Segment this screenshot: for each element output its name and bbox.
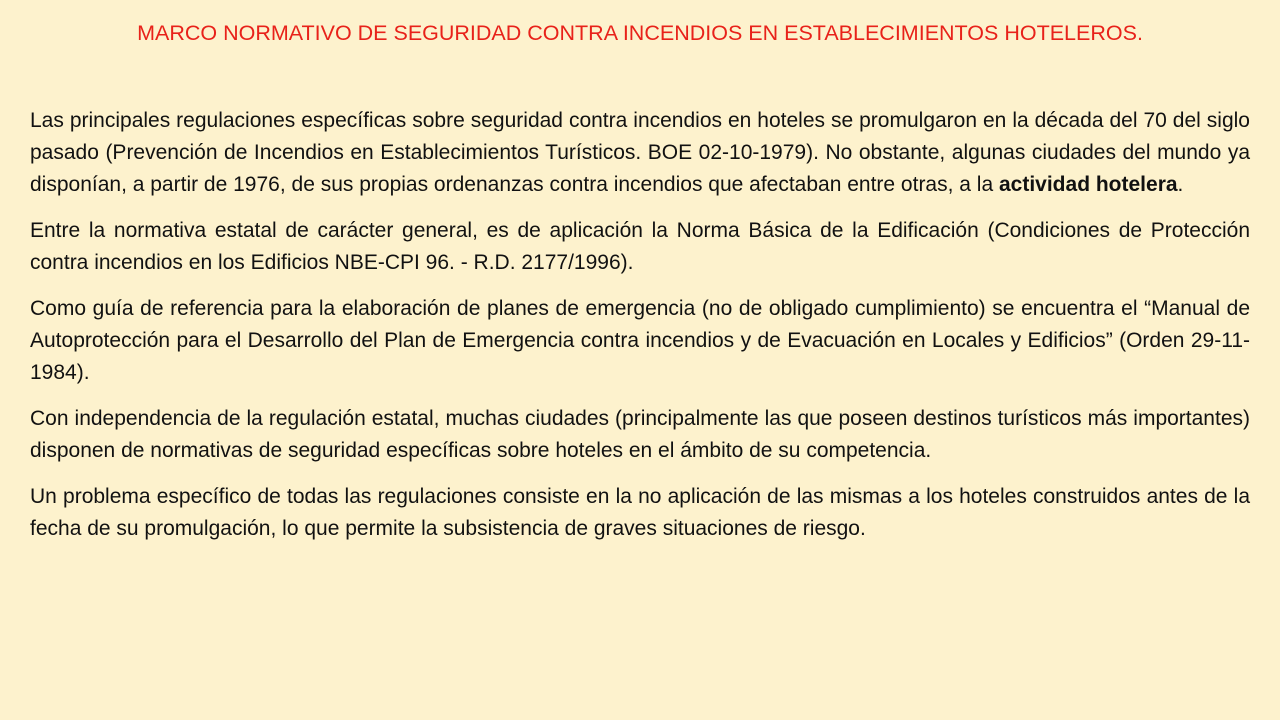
slide-body [30, 105, 1250, 545]
paragraph-5: Un problema específico de todas las regulaciones consiste en la no aplicación de las mismas a los hoteles construidos antes de la fecha de su promulgación, lo que permite la subsistencia de graves situaciones de riesgo. [30, 485, 1250, 540]
paragraph-4: Con independencia de la regulación estatal, muchas ciudades (principalmente las que poseen destinos turísticos más importantes) disponen de normativas de seguridad específicas sobre hoteles en el ámbito de su competencia. [30, 407, 1250, 462]
paragraph-1-bold-text: actividad hotelera [998, 173, 1178, 196]
paragraph-1-text: Las principales regulaciones específicas sobre seguridad contra incendios en hoteles se promulgaron en la década del 70 del siglo pasado (Prevención de Incendios en Establecimientos Turísticos. BOE 02-10-1979). No obstante, algunas ciudades del mundo ya disponían, a partir de 1976, de sus propias ordenanzas contra incendios que afectaban entre otras, a la [30, 109, 1250, 196]
paragraph-3: Como guía de referencia para la elaboración de planes de emergencia (no de obligado cumplimiento) se encuentra el “Manual de Autoprotección para el Desarrollo del Plan de Emergencia contra incendios y de Evacuación en Locales y Edificios” (Orden 29-11-1984). [30, 297, 1250, 384]
paragraph-1-end: . [1177, 173, 1184, 196]
paragraph-1 [30, 105, 1250, 201]
paragraph-2: Entre la normativa estatal de carácter general, es de aplicación la Norma Básica de la Edificación (Condiciones de Protección contra incendios en los Edificios NBE-CPI 96. - R.D. 2177/1996). [30, 219, 1250, 274]
slide-title: MARCO NORMATIVO DE SEGURIDAD CONTRA INCENDIOS EN ESTABLECIMIENTOS HOTELEROS. [137, 21, 1143, 45]
